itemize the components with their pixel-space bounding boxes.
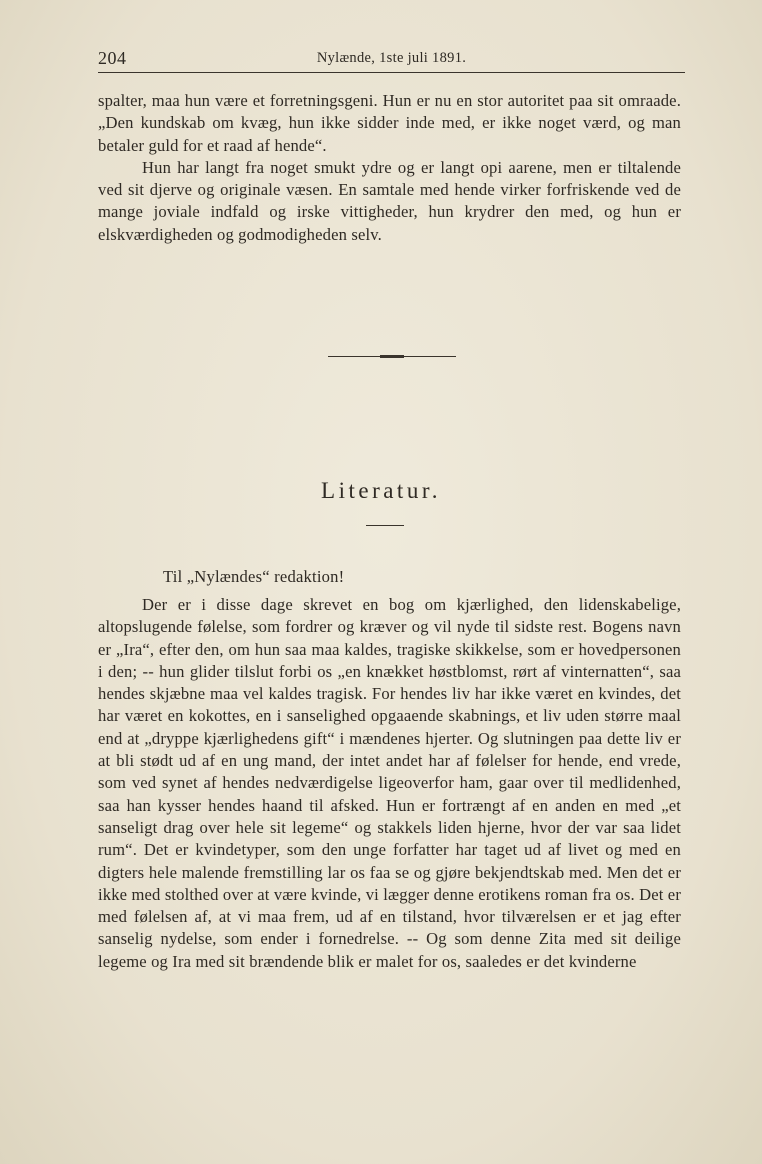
- continued-article: [98, 90, 681, 246]
- paragraph: Hun har langt fra noget smukt ydre og er langt opi aarene, men er tiltalende ved sit djerve og originale væsen. En samtale med hende virker forfriskende ved de mange joviale indfald og irske vittigheder, hun krydrer den med, og hun er elskværdigheden og godmodigheden selv.: [98, 157, 681, 244]
- section-divider-mark: [380, 355, 404, 358]
- running-head: Nylænde, 1ste juli 1891.: [316, 50, 467, 66]
- letter-salutation: Til „Nylændes“ redaktion!: [163, 567, 345, 586]
- header-rule: [98, 72, 685, 73]
- paragraph: Der er i disse dage skrevet en bog om kjærlighed, den lidenskabelige, altopslugende følelse, som fordrer og kræver og vil nyde til sidste rest. Bogens navn er „Ira“, efter den, om hun saa maa kaldes, tragiske skikkelse, som er hovedpersonen i den; -- hun glider tilslut forbi os „en knækket høstblomst, rørt af vinternatten“, saa hendes skjæbne maa vel kaldes tragisk. For hendes liv har ikke været en kvindes, det har været en kokottes, en i sanselighed opgaaende skabnings, et liv uden større maal end at „dryppe kjærlighedens gift“ i mændenes hjerter. Og slutningen paa dette liv er at bli stødt ud af en ung mand, der intet andet har af følelser for hende, end vrede, som ved synet af hendes nedværdigelse ligeoverfor ham, gaar over til medlidenhed, saa han kysser hendes haand til afsked. Hun er fortrængt af en anden en med „et sanseligt drag over hele sit legeme“ og stakkels liden hjerne, hvor der var saa lidet rum“. Det er kvindetyper, som den unge forfatter har taget ud af livet og med en digters hele malende fremstilling lar os faa se og gjøre bekjendtskab med. Men det er ikke med stolthed over at være kvinde, vi lægger denne erotikens roman fra os. Det er med følelsen af, at vi maa frem, ud af en tilstand, hvor tilværelsen er et jag efter sanselig nydelse, som ender i fornedrelse. -- Og som denne Zita med sit deilige legeme og Ira med sit brændende blik er malet for os, saaledes er det kvinderne: [98, 595, 681, 971]
- paragraph-continued: spalter, maa hun være et forretningsgeni. Hun er nu en stor autoritet paa sit omraade. „Den kundskab om kvæg, hun ikke sidder inde med, er ikke noget værd, og man betaler guld for et raad af hende“.: [98, 91, 681, 155]
- page-number: 204: [98, 48, 127, 68]
- page-header: [98, 48, 685, 74]
- section-divider: [328, 356, 456, 357]
- literature-article: [98, 594, 681, 973]
- section-heading: Literatur.: [321, 478, 441, 503]
- heading-rule: [366, 525, 404, 526]
